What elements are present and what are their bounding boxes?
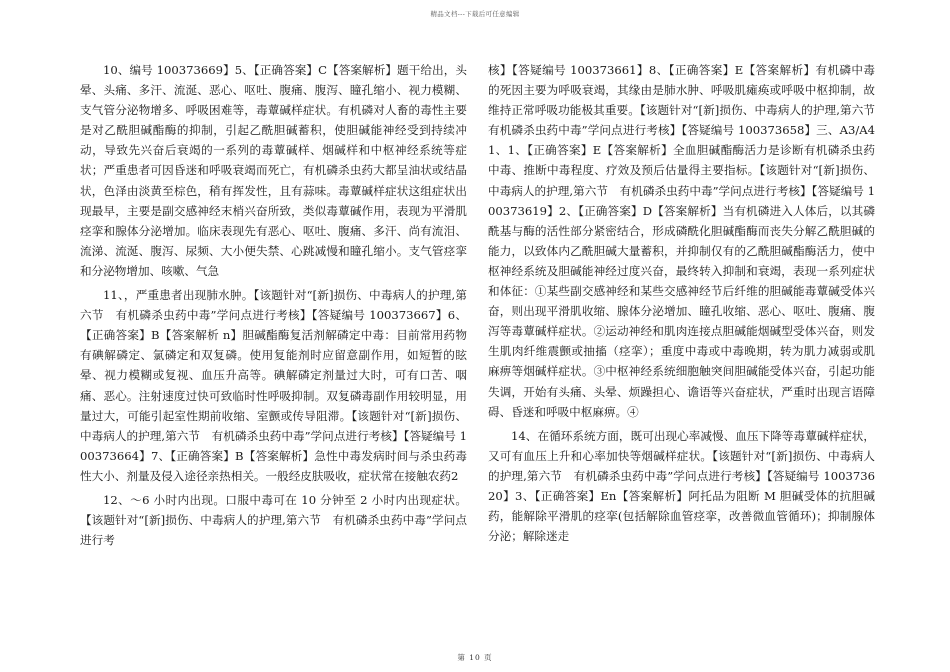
paragraph: 核】【答疑编号 100373661】8、【正确答案】E【答案解析】有机磷中毒的死因主要为呼吸衰竭，其缘由是肺水肿、呼吸肌瘫痪或呼吸中枢抑制，故维持正常呼吸功能极其重要。【该题针对“[新]损伤、中毒病人的护理,第六节 有机磷杀虫药中毒”学问点进行考核】【答疑编号 100373658】三、A3/A41、1、【正确答案】E【答案解析】全血胆碱酯酶活力是诊断有机磷杀虫药中毒、推断中毒程度、疗效及预后估量得主要指标。【该题针对“[新]损伤、中毒病人的护理,第六节 有机磷杀虫药中毒”学问点进行考核】【答疑编号 100373619】2、【正确答案】D【答案解析】当有机磷进入人体后，以其磷酰基与酶的活性部分紧密结合，形成磷酰化胆碱酯酶而丧失分解乙酰胆碱的能力，以致体内乙酰胆碱大量蓄积，并抑制仅有的乙酰胆碱酯酶活力，使中枢神经系统及胆碱能神经过度兴奋，最终转入抑制和衰竭，表现一系列症状和体征：①某些副交感神经和某些交感神经节后纤维的胆碱能毒蕈碱受体兴奋，则出现平滑肌收缩、腺体分泌增加、瞳孔收缩、恶心、呕吐、腹痛、腹泻等毒蕈碱样症状。②运动神经和肌肉连接点胆碱能烟碱型受体兴奋，则发生肌肉纤维震颤或抽搐（痉挛）；重度中毒或中毒晚期，转为肌力减弱或肌麻痹等烟碱样症状。③中枢神经系统细胞触突间胆碱能受体兴奋，引起功能失调，开始有头痛、头晕、烦躁担心、谵语等兴奋症状，严重时出现言语障碍、昏迷和呼吸中枢麻痹。④ <box>488 63 887 419</box>
paragraph: 10、编号 100373669】5、【正确答案】C【答案解析】题干给出，头晕、头痛、多汗、流涎、恶心、呕吐、腹痛、腹泻、瞳孔缩小、视力模糊、支气管分泌物增多、呼吸困难等，毒蕈碱样症状。有机磷对人畜的毒性主要是对乙酰胆碱酯酶的抑制，引起乙酰胆碱蓄积，使胆碱能神经受到持续冲动，导致先兴奋后衰竭的一系列的毒蕈碱样、烟碱样和中枢神经系统等症状；严重患者可因昏迷和呼吸衰竭而死亡，有机磷杀虫药大都呈油状或结晶状，色泽由淡黄至棕色，稍有挥发性，且有蒜味。毒蕈碱样症状这组症状出现最早，主要是副交感神经末梢兴奋所致，类似毒蕈碱作用，表现为平滑肌痉挛和腺体分泌增加。临床表现先有恶心、呕吐、腹痛、多汗、尚有流泪、流涕、流涎、腹泻、尿频、大小便失禁、心跳减慢和瞳孔缩小。支气管痉挛和分泌物增加、咳嗽、气急 <box>80 63 467 278</box>
paragraph: 12、～6 小时内出现。口服中毒可在 10 分钟至 2 小时内出现症状。【该题针对“[新]损伤、中毒病人的护理,第六节 有机磷杀虫药中毒”学问点进行考 <box>80 492 467 548</box>
right-text-column <box>488 60 887 546</box>
page-number: 第 10 页 <box>457 653 493 662</box>
page-header: 精品文档---下载后可任意编辑 <box>430 10 520 18</box>
paragraph: 11、，严重患者出现肺水肿。【该题针对“[新]损伤、中毒病人的护理,第六节 有机磷杀虫药中毒”学问点进行考核】【答疑编号 100373667】6、【正确答案】B【答案解析 n】胆碱酯酶复活剂解磷定中毒：目前常用药物有碘解磷定、氯磷定和双复磷。使用复能剂时应留意副作用，如短暂的眩晕、视力模糊或复视、血压升高等。碘解磷定剂量过大时，可有口苦、咽痛、恶心。注射速度过快可致临时性呼吸抑制。双复磷毒副作用较明显，用量过大，可能引起室性期前收缩、室颤或传导阻滞。【该题针对“[新]损伤、中毒病人的护理,第六节 有机磷杀虫药中毒”学问点进行考核】【答疑编号 100373664】7、【正确答案】B【答案解析】急性中毒发病时间与杀虫药毒性大小、剂量及侵入途径亲热相关。一般经皮肤吸收，症状常在接触农药2 <box>80 288 467 483</box>
left-text-column <box>80 60 467 550</box>
paragraph: 14、在循环系统方面，既可出现心率减慢、血压下降等毒蕈碱样症状，又可有血压上升和心率加快等烟碱样症状。【该题针对“[新]损伤、中毒病人的护理,第六节 有机磷杀虫药中毒”学问点进行考核】【答疑编号 100373620】3、【正确答案】En【答案解析】阿托品为阻断 M 胆碱受体的抗胆碱药，能解除平滑肌的痉挛(包括解除血管痉挛，改善微血管循环)；抑制腺体分泌；解除迷走 <box>488 428 875 544</box>
